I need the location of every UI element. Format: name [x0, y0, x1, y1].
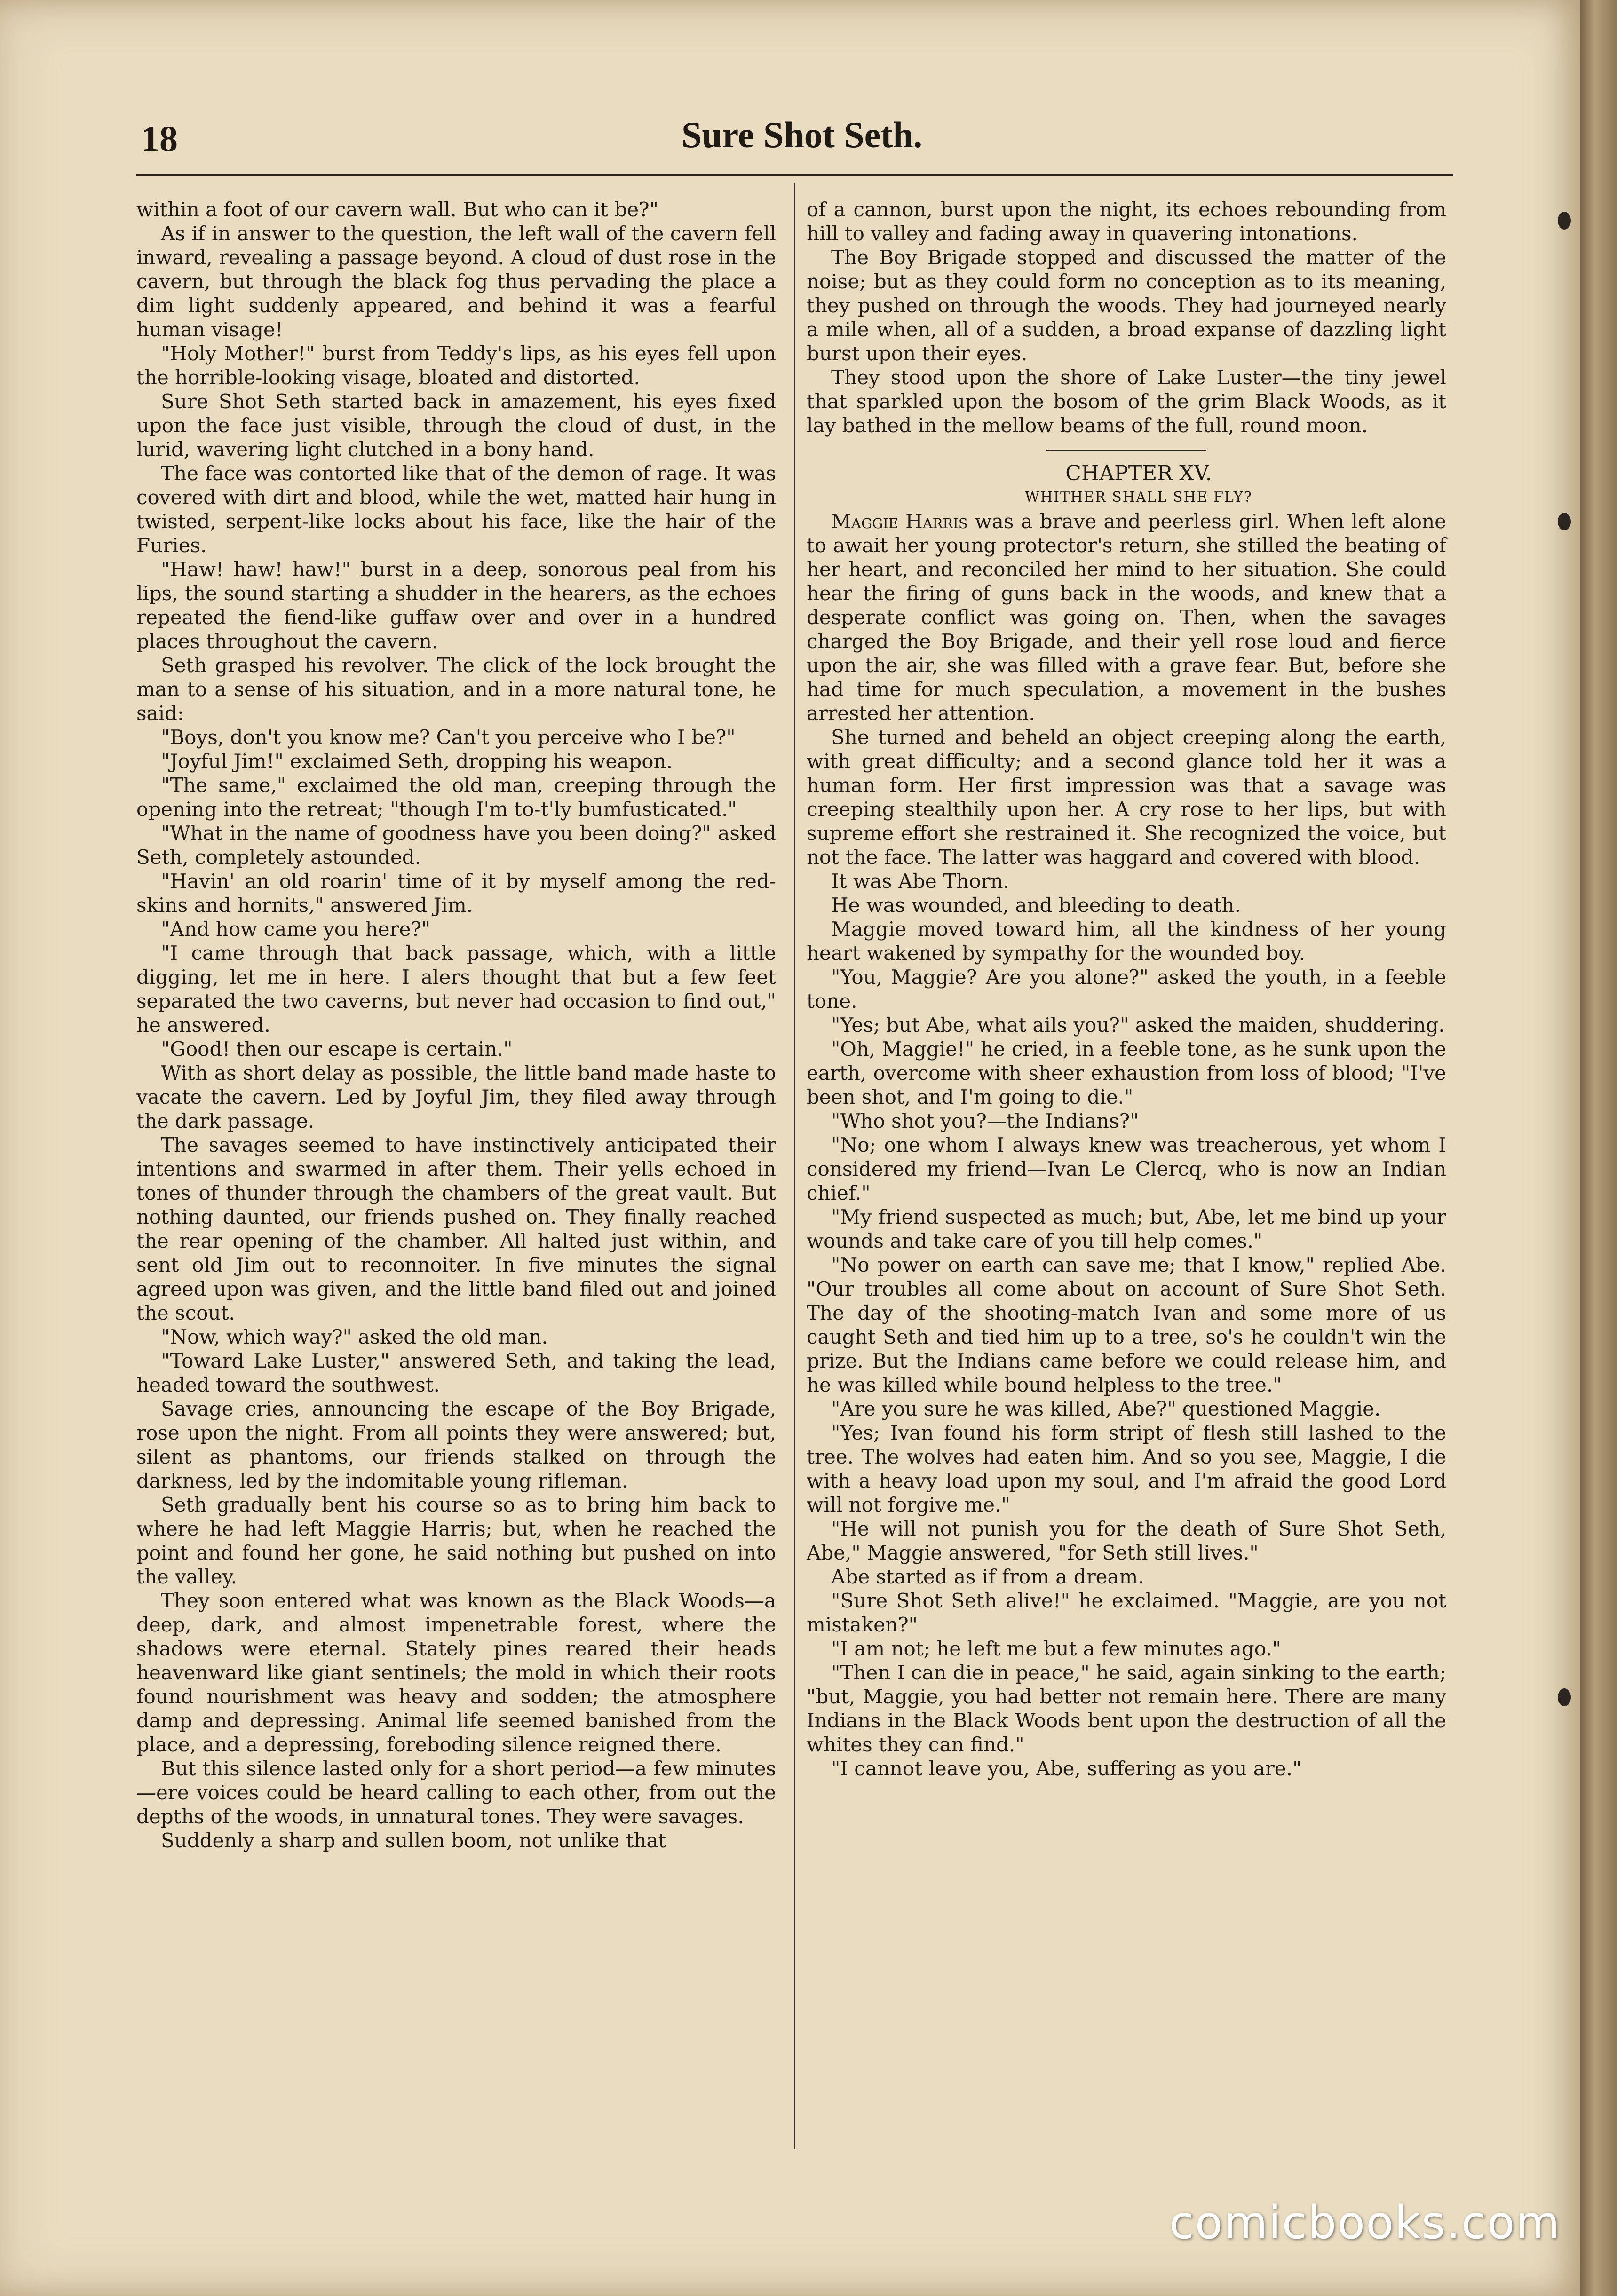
paragraph: "Holy Mother!" burst from Teddy's lips, as his eyes fell upon the horrible-looking visage, bloated and distorted.: [136, 342, 776, 389]
paragraph: "Good! then our escape is certain.": [161, 1037, 513, 1061]
paragraph: of a cannon, burst upon the night, its echoes rebounding from hill to valley and fading away in quavering intonations.: [807, 198, 1446, 245]
paragraph: "He will not punish you for the death of Sure Shot Seth, Abe," Maggie answered, "for Seth still lives.": [807, 1517, 1446, 1564]
paragraph: The savages seemed to have instinctively anticipated their intentions and swarmed in after them. Their yells echoed in tones of thunder through the chambers of the great vault. But nothing daunted, our friends pushed on. They finally reached the rear opening of the chamber. All halted just within, and sent old Jim out to reconnoiter. In five minutes the signal agreed upon was given, and the little band filed out and joined the scout.: [136, 1133, 776, 1324]
paragraph: Savage cries, announcing the escape of the Boy Brigade, rose upon the night. From all points they were answered; but, silent as phantoms, our friends stalked on through the darkness, led by the indomitable young rifleman.: [136, 1397, 776, 1492]
paragraph: "Now, which way?" asked the old man.: [161, 1325, 548, 1348]
paragraph: They soon entered what was known as the Black Woods—a deep, dark, and almost impenetrable forest, where the shadows were eternal. Stately pines reared their heads heavenward like giant sentinels; the mold in which their roots found nourishment was heavy and sodden; the atmosphere damp and depressing. Animal life seemed banished from the place, and a depressing, foreboding silence reigned there.: [136, 1589, 776, 1756]
paragraph: "Joyful Jim!" exclaimed Seth, dropping his weapon.: [161, 750, 673, 773]
opening-name: Maggie Harris: [831, 510, 968, 533]
paragraph: With as short delay as possible, the little band made haste to vacate the cavern. Led by Joyful Jim, they filed away through the dark passage.: [136, 1061, 776, 1132]
paragraph: "The same," exclaimed the old man, creeping through the opening into the retreat; "though I'm to-t'ly bumfusticated.": [136, 774, 776, 821]
paragraph: "Haw! haw! haw!" burst in a deep, sonorous peal from his lips, the sound starting a shudder in the hearers, as the echoes repeated the fiend-like guffaw over and over in a hundred places throughout the cavern.: [136, 558, 776, 653]
paragraph: Seth gradually bent his course so as to bring him back to where he had left Maggie Harris; but, when he reached the point and found her gone, he said nothing but pushed on into the valley.: [136, 1493, 776, 1588]
left-column: [136, 198, 776, 1853]
chapter-subtitle: WHITHER SHALL SHE FLY?: [1025, 489, 1252, 506]
binding-hole: [1558, 1688, 1571, 1706]
paragraph: "I am not; he left me but a few minutes ago.": [831, 1637, 1281, 1660]
column-divider: [794, 183, 795, 2149]
paragraph: "Who shot you?—the Indians?": [831, 1109, 1139, 1132]
paragraph: Abe started as if from a dream.: [831, 1565, 1144, 1588]
paragraph: "Toward Lake Luster," answered Seth, and taking the lead, headed toward the southwest.: [136, 1349, 776, 1396]
paragraph: "I cannot leave you, Abe, suffering as you are.": [831, 1757, 1302, 1780]
paragraph: He was wounded, and bleeding to death.: [831, 894, 1241, 917]
page-edge: [1580, 0, 1617, 2296]
paragraph: They stood upon the shore of Lake Luster—the tiny jewel that sparkled upon the bosom of the grim Black Woods, as it lay bathed in the mellow beams of the full, round moon.: [807, 366, 1446, 437]
paragraph: "My friend suspected as much; but, Abe, let me bind up your wounds and take care of you till help comes.": [807, 1205, 1446, 1252]
paragraph: The Boy Brigade stopped and discussed the matter of the noise; but as they could form no conception as to its meaning, they pushed on through the woods. They had journeyed nearly a mile when, all of a sudden, a broad expanse of dazzling light burst upon their eyes.: [807, 246, 1446, 365]
page-number: 18: [141, 118, 178, 159]
paragraph: She turned and beheld an object creeping along the earth, with great difficulty; and a second glance told her it was a human form. Her first impression was that a savage was creeping stealthily upon her. A cry rose to her lips, but with supreme effort she restrained it. She recognized the voice, but not the face. The latter was haggard and covered with blood.: [807, 726, 1446, 869]
binding-hole: [1558, 513, 1571, 530]
right-column: [807, 198, 1446, 1781]
paragraph: "I came through that back passage, which, with a little digging, let me in here. I alers thought that but a few feet separated the two caverns, but never had occasion to find out," he answered.: [136, 942, 776, 1037]
paragraph: "Yes; but Abe, what ails you?" asked the maiden, shuddering.: [831, 1013, 1445, 1037]
binding-hole: [1558, 212, 1571, 230]
opening-text: was a brave and peerless girl. When left alone to await her young protector's return, she stilled the beating of her heart, and reconciled her mind to her situation. She could hear the firing of guns back in the woods, and knew that a desperate conflict was going on. Then, when the savages charged the Boy Brigade, and their yell rose loud and fierce upon the air, she was filled with a grave fear. But, before she had time for much speculation, a movement in the bushes arrested her attention.: [807, 510, 1446, 725]
paragraph: Seth grasped his revolver. The click of the lock brought the man to a sense of his situation, and in a more natural tone, he said:: [136, 654, 776, 725]
paragraph: "And how came you here?": [161, 918, 431, 941]
paragraph: within a foot of our cavern wall. But who can it be?": [136, 198, 658, 221]
paragraph: "Then I can die in peace," he said, again sinking to the earth; "but, Maggie, you had better not remain here. There are many Indians in the Black Woods bent upon the destruction of all the whites they can find.": [807, 1661, 1446, 1756]
watermark: comicbooks.com: [1169, 2196, 1561, 2249]
paragraph: "Sure Shot Seth alive!" he exclaimed. "Maggie, are you not mistaken?": [807, 1589, 1446, 1636]
paragraph: "Are you sure he was killed, Abe?" questioned Maggie.: [831, 1397, 1381, 1420]
paragraph: "What in the name of goodness have you been doing?" asked Seth, completely astounded.: [136, 822, 776, 869]
paragraph: Sure Shot Seth started back in amazement, his eyes fixed upon the face just visible, through the cloud of dust, in the lurid, wavering light clutched in a bony hand.: [136, 390, 776, 461]
paragraph: "You, Maggie? Are you alone?" asked the youth, in a feeble tone.: [807, 966, 1446, 1013]
chapter-title: CHAPTER XV.: [1065, 461, 1212, 485]
running-title: Sure Shot Seth.: [681, 114, 923, 155]
paragraph: "Oh, Maggie!" he cried, in a feeble tone, as he sunk upon the earth, overcome with sheer exhaustion from loss of blood; "I've been shot, and I'm going to die.": [807, 1037, 1446, 1108]
paragraph: Suddenly a sharp and sullen boom, not unlike that: [161, 1829, 666, 1852]
chapter-opening-paragraph: [807, 509, 1446, 725]
paragraph: But this silence lasted only for a short period—a few minutes—ere voices could be heard calling to each other, from out the depths of the woods, in unnatural tones. They were savages.: [136, 1757, 776, 1828]
paragraph: "Boys, don't you know me? Can't you perceive who I be?": [161, 726, 736, 749]
paragraph: "No power on earth can save me; that I know," replied Abe. "Our troubles all come about on account of Sure Shot Seth. The day of the shooting-match Ivan and some more of us caught Seth and tied him up to a tree, so's he couldn't win the prize. But the Indians came before we could release him, and he was killed while bound helpless to the tree.": [807, 1253, 1446, 1396]
paragraph: Maggie moved toward him, all the kindness of her young heart wakened by sympathy for the wounded boy.: [807, 918, 1446, 965]
paragraph: "Havin' an old roarin' time of it by myself among the red-skins and hornits," answered Jim.: [136, 870, 776, 917]
paragraph: It was Abe Thorn.: [831, 870, 1009, 893]
paragraph: As if in answer to the question, the left wall of the cavern fell inward, revealing a passage beyond. A cloud of dust rose in the cavern, but through the black fog thus pervading the place a dim light suddenly appeared, and behind it was a fearful human visage!: [136, 222, 776, 341]
chapter-rule: [1046, 450, 1206, 451]
paragraph: "No; one whom I always knew was treacherous, yet whom I considered my friend—Ivan Le Clercq, who is now an Indian chief.": [807, 1133, 1446, 1204]
paragraph: "Yes; Ivan found his form stript of flesh still lashed to the tree. The wolves had eaten him. And so you see, Maggie, I die with a heavy load upon my soul, and I'm afraid the good Lord will not forgive me.": [807, 1421, 1446, 1516]
header-rule: [136, 174, 1453, 176]
paragraph: The face was contorted like that of the demon of rage. It was covered with dirt and blood, while the wet, matted hair hung in twisted, serpent-like locks about his face, like the hair of the Furies.: [136, 462, 776, 557]
